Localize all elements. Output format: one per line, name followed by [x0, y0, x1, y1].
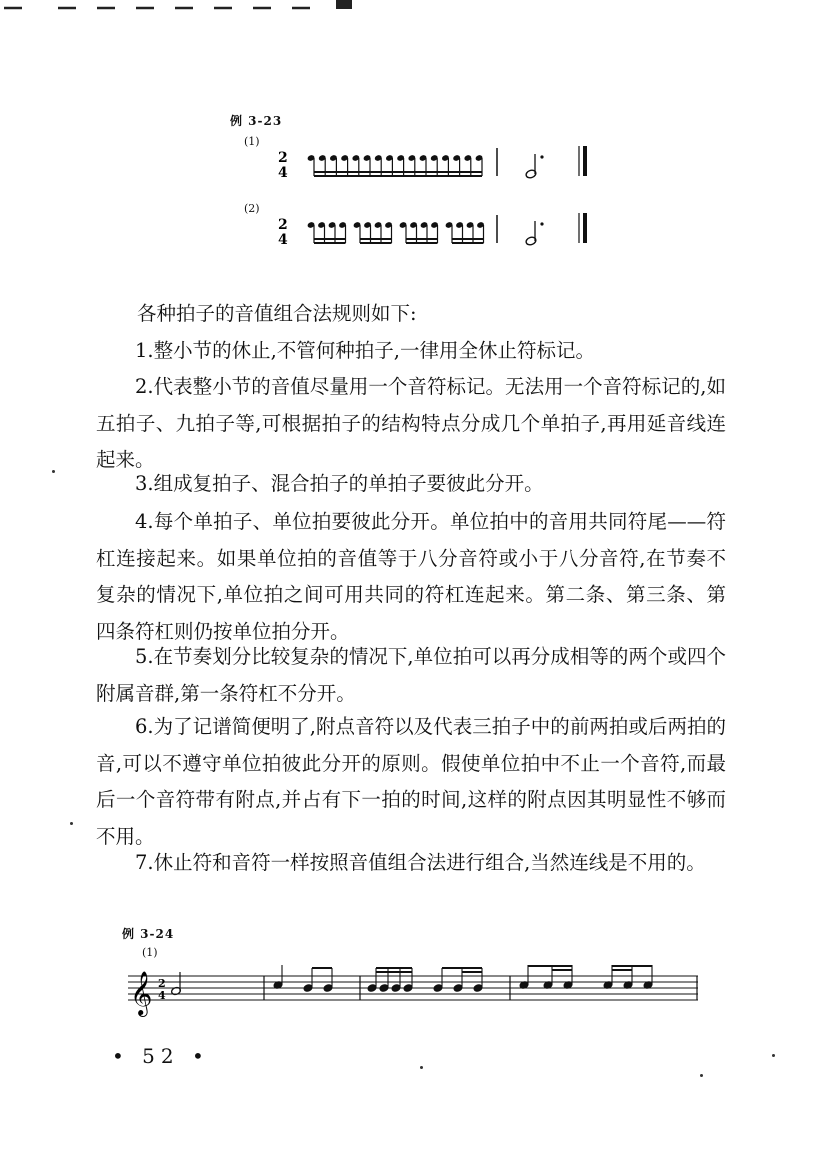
rhythm-example-2: [270, 207, 600, 257]
page-number: • 52 •: [112, 1044, 210, 1068]
rule-5: 5.在节奏划分比较复杂的情况下,单位拍可以再分成相等的两个或四个附属音群,第一条符杠不分开。: [96, 645, 726, 705]
time-signature-top: 2: [278, 150, 288, 166]
dotted-half-note: [525, 154, 544, 179]
scan-edge-marks: [0, 0, 360, 14]
time-signature-bottom: 4: [158, 989, 166, 1002]
final-barline: [579, 213, 587, 243]
scan-speck: [52, 470, 55, 473]
rule-6: 6.为了记谱简便明了,附点音符以及代表三拍子中的前两拍或后两拍的音,可以不遵守单位拍彼此分开的原则。假使单位拍中不止一个音符,而最后一个音符带有附点,并占有下一拍的时间,这样的附点因其明显性不够而不用。: [96, 715, 726, 848]
treble-clef-icon: 𝄞: [130, 971, 153, 1015]
time-signature-bottom: 4: [278, 165, 288, 181]
time-signature-bottom: 4: [278, 232, 288, 248]
example-3-23-label: 例 3-23: [230, 114, 283, 128]
scan-speck: [772, 1054, 775, 1057]
sixteenth-note-group: [307, 155, 482, 176]
rule-1: 1.整小节的休止,不管何种拍子,一律用全休止符标记。: [135, 339, 596, 362]
dotted-half-note: [525, 221, 544, 246]
rule-3: 3.组成复拍子、混合拍子的单拍子要彼此分开。: [135, 472, 544, 495]
rules-intro: 各种拍子的音值组合法规则如下:: [137, 302, 417, 325]
staff-example: [128, 962, 700, 1022]
scan-speck: [70, 822, 73, 825]
scan-speck: [700, 1074, 703, 1077]
rhythm-example-1: [270, 140, 600, 190]
example-3-23-line1-label: (1): [244, 135, 260, 148]
rule-2: 2.代表整小节的音值尽量用一个音符标记。无法用一个音符标记的,如五拍子、九拍子等,可根据拍子的结构特点分成几个单拍子,再用延音线连起来。: [96, 375, 726, 471]
example-3-23-line2-label: (2): [244, 202, 260, 215]
final-barline: [579, 146, 587, 176]
scan-speck: [420, 1066, 423, 1069]
rule-7: 7.休止符和音符一样按照音值组合法进行组合,当然连线是不用的。: [135, 851, 706, 874]
example-3-24-line1-label: (1): [142, 946, 158, 959]
example-3-24-label: 例 3-24: [122, 927, 175, 941]
time-signature-top: 2: [278, 217, 288, 233]
rule-4: 4.每个单拍子、单位拍要彼此分开。单位拍中的音用共同符尾——符杠连接起来。如果单位拍的音值等于八分音符或小于八分音符,在节奏不复杂的情况下,单位拍之间可用共同的符杠连起来。第二条、第三条、第四条符杠则仍按单位拍分开。: [96, 510, 726, 643]
time-signature-top: 2: [158, 977, 166, 990]
sixteenth-note-groups: [307, 222, 484, 243]
